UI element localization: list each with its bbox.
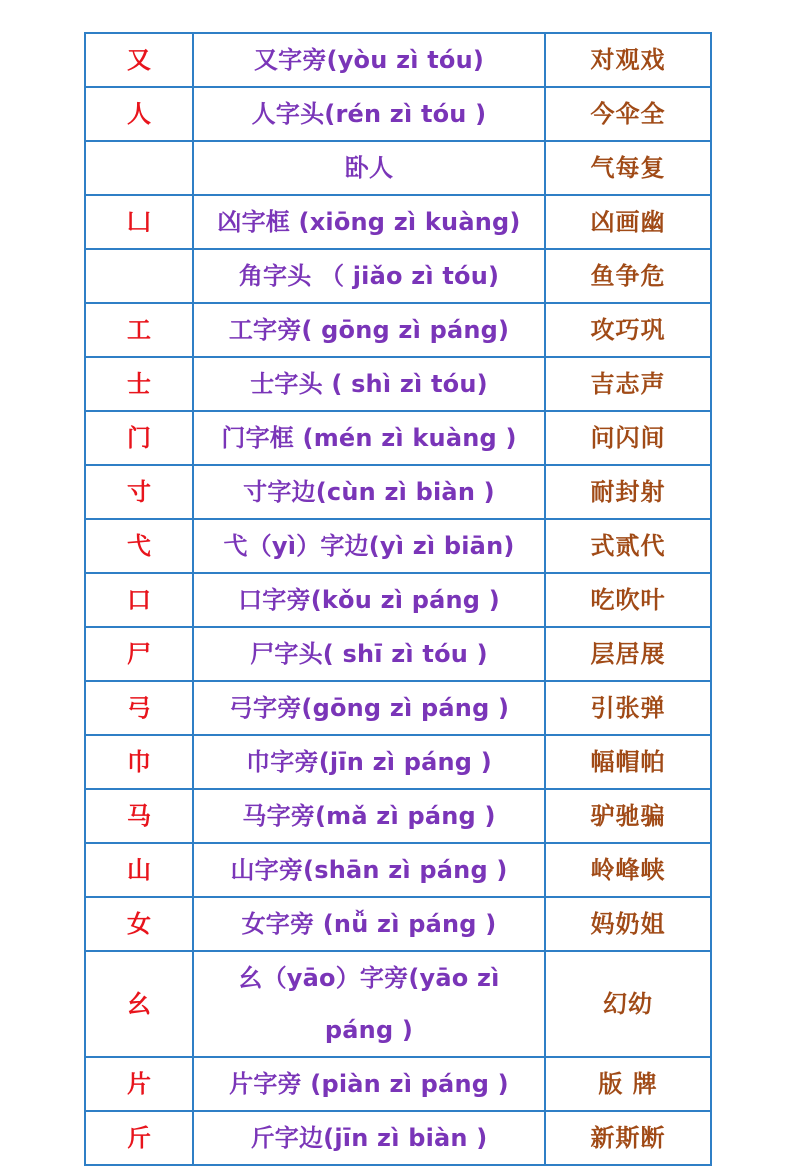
radical-name-cell: 寸字边(cùn zì biàn ) <box>193 465 545 519</box>
radical-name-cell: 巾字旁(jīn zì páng ) <box>193 735 545 789</box>
radical-cell: 寸 <box>85 465 193 519</box>
radical-cell: 尸 <box>85 627 193 681</box>
radical-cell: 门 <box>85 411 193 465</box>
radical-cell <box>85 249 193 303</box>
example-chars-cell: 鱼争危 <box>545 249 711 303</box>
table-row <box>85 1057 711 1111</box>
radical-name-cell: 尸字头( shī zì tóu ) <box>193 627 545 681</box>
radical-cell: 幺 <box>85 951 193 1057</box>
radical-name-cell: 片字旁 (piàn zì páng ) <box>193 1057 545 1111</box>
radical-name-cell: 门字框 (mén zì kuàng ) <box>193 411 545 465</box>
radical-cell: 片 <box>85 1057 193 1111</box>
radical-name-cell: 人字头(rén zì tóu ) <box>193 87 545 141</box>
radical-cell: 弋 <box>85 519 193 573</box>
table-row <box>85 519 711 573</box>
table-row <box>85 303 711 357</box>
table-row <box>85 843 711 897</box>
example-chars-cell: 妈奶姐 <box>545 897 711 951</box>
radical-name-cell: 士字头 ( shì zì tóu) <box>193 357 545 411</box>
table-row <box>85 141 711 195</box>
table-row <box>85 465 711 519</box>
example-chars-cell: 吉志声 <box>545 357 711 411</box>
radical-name-cell: 口字旁(kǒu zì páng ) <box>193 573 545 627</box>
table-row <box>85 735 711 789</box>
radical-name-cell: 斤字边(jīn zì biàn ) <box>193 1111 545 1165</box>
radical-table <box>84 32 712 1166</box>
example-chars-cell: 引张弹 <box>545 681 711 735</box>
radical-name-cell: 弓字旁(gōng zì páng ) <box>193 681 545 735</box>
example-chars-cell: 凶画幽 <box>545 195 711 249</box>
radical-name-cell: 幺（yāo）字旁(yāo zì páng ) <box>193 951 545 1057</box>
radical-name-cell: 卧人 <box>193 141 545 195</box>
radical-cell: 口 <box>85 573 193 627</box>
radical-name-cell: 凶字框 (xiōng zì kuàng) <box>193 195 545 249</box>
table-row <box>85 897 711 951</box>
table-row <box>85 249 711 303</box>
table-row <box>85 33 711 87</box>
example-chars-cell: 吃吹叶 <box>545 573 711 627</box>
radical-cell: 又 <box>85 33 193 87</box>
radical-name-cell: 又字旁(yòu zì tóu) <box>193 33 545 87</box>
example-chars-cell: 气每复 <box>545 141 711 195</box>
radical-cell <box>85 141 193 195</box>
radical-cell: 马 <box>85 789 193 843</box>
example-chars-cell: 对观戏 <box>545 33 711 87</box>
example-chars-cell: 幅帽帕 <box>545 735 711 789</box>
example-chars-cell: 版 牌 <box>545 1057 711 1111</box>
radical-cell: 巾 <box>85 735 193 789</box>
table-row <box>85 1111 711 1165</box>
table-row <box>85 411 711 465</box>
example-chars-cell: 式贰代 <box>545 519 711 573</box>
radical-cell: 女 <box>85 897 193 951</box>
example-chars-cell: 问闪间 <box>545 411 711 465</box>
radical-cell: 人 <box>85 87 193 141</box>
example-chars-cell: 耐封射 <box>545 465 711 519</box>
table-row <box>85 573 711 627</box>
example-chars-cell: 驴驰骗 <box>545 789 711 843</box>
table-row <box>85 195 711 249</box>
radical-cell: 士 <box>85 357 193 411</box>
radical-name-cell: 弋（yì）字边(yì zì biān) <box>193 519 545 573</box>
example-chars-cell: 岭峰峡 <box>545 843 711 897</box>
radical-cell: 斤 <box>85 1111 193 1165</box>
table-row <box>85 87 711 141</box>
radical-name-cell: 工字旁( gōng zì páng) <box>193 303 545 357</box>
radical-name-cell: 女字旁 (nǚ zì páng ) <box>193 897 545 951</box>
example-chars-cell: 新斯断 <box>545 1111 711 1165</box>
table-row <box>85 789 711 843</box>
radical-cell: 工 <box>85 303 193 357</box>
table-row <box>85 681 711 735</box>
radical-name-cell: 山字旁(shān zì páng ) <box>193 843 545 897</box>
example-chars-cell: 今伞全 <box>545 87 711 141</box>
radical-cell: 凵 <box>85 195 193 249</box>
table-row <box>85 627 711 681</box>
example-chars-cell: 攻巧巩 <box>545 303 711 357</box>
table-row <box>85 357 711 411</box>
table-row <box>85 951 711 1057</box>
radical-cell: 弓 <box>85 681 193 735</box>
table-body <box>85 33 711 1165</box>
radical-name-cell: 角字头 （ jiǎo zì tóu) <box>193 249 545 303</box>
radical-cell: 山 <box>85 843 193 897</box>
example-chars-cell: 层居展 <box>545 627 711 681</box>
example-chars-cell: 幻幼 <box>545 951 711 1057</box>
radical-name-cell: 马字旁(mǎ zì páng ) <box>193 789 545 843</box>
